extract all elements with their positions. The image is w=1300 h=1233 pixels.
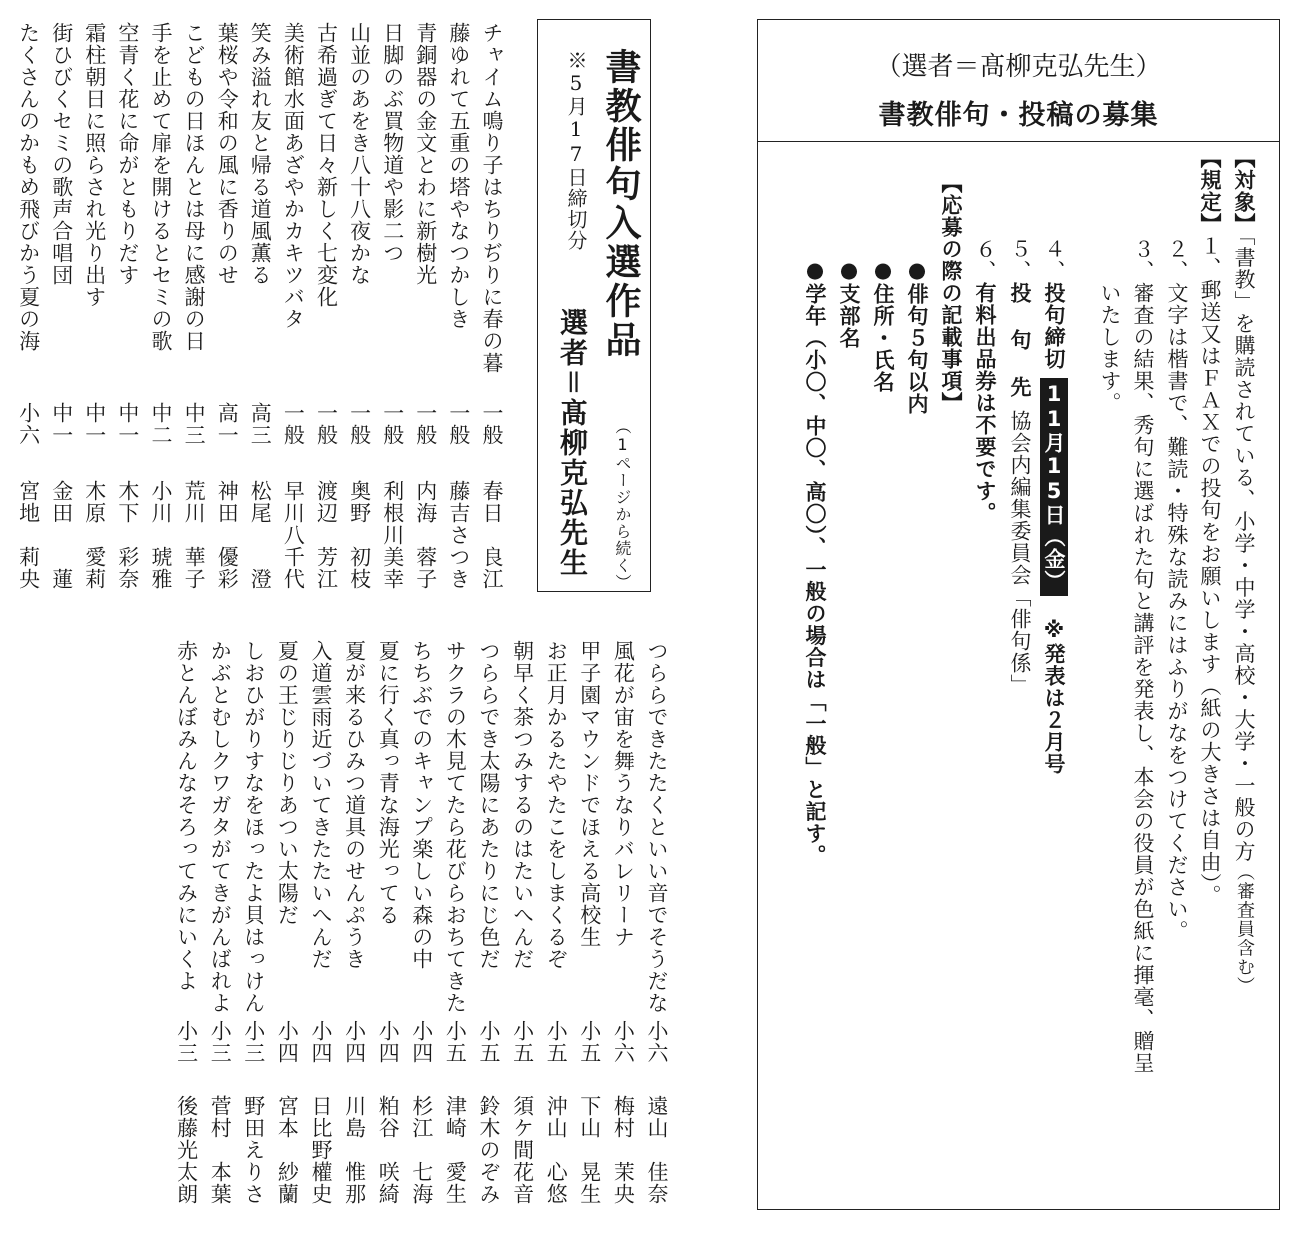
author-name: 松尾 澄 <box>248 480 273 590</box>
grade: 小五 <box>477 1020 501 1064</box>
entry-item: ●俳句５句以内 <box>905 258 929 415</box>
grade: 中三 <box>182 402 207 446</box>
header-title: 書教俳句・投稿の募集 <box>878 100 1159 131</box>
grade: 一般 <box>413 402 438 446</box>
page-title: 書教俳句入選作品 <box>600 48 641 360</box>
grade: 中一 <box>49 402 74 446</box>
haiku-text: 風花が宙を舞うなりバレリーナ <box>611 640 636 948</box>
author-name: 後藤光太朗 <box>174 1095 199 1205</box>
grade: 小五 <box>510 1020 535 1064</box>
entry-label: 【応募の際の記載事項】 <box>939 172 963 414</box>
submission-address: 協会内編集委員会「俳句係」 <box>1008 410 1032 696</box>
rule-6-number: ６、 <box>973 238 997 282</box>
selector-name: 選者＝髙柳克弘先生 <box>556 308 589 578</box>
recruitment-box <box>757 19 1280 1210</box>
haiku-text: サクラの木見てたら花びらおちてきた <box>443 640 468 1014</box>
haiku-text: 笑み溢れ友と帰る道風薫る <box>248 22 273 286</box>
author-name: 奥野 初枝 <box>347 480 372 590</box>
submission-label: 投 句 先 <box>1008 282 1032 398</box>
grade: 小三 <box>174 1020 199 1064</box>
author-name: 鈴木のぞみ <box>477 1095 501 1205</box>
rule-6-text: 有料出品券は不要です。 <box>973 282 997 524</box>
haiku-text: お正月かるたやたこをしまくるぞ <box>544 640 569 970</box>
rule-1-text: 郵送又はＦＡＸでの投句をお願いします（紙の大きさは自由）。 <box>1198 279 1222 907</box>
haiku-text: 美術館水面あざやかカキツバタ <box>281 22 306 330</box>
title-box <box>537 19 651 592</box>
grade: 小六 <box>645 1020 669 1064</box>
author-name: 梅村 茉央 <box>611 1095 636 1205</box>
header-divider <box>758 141 1279 142</box>
author-name: 宮本 紗蘭 <box>275 1095 300 1205</box>
grade: 一般 <box>380 402 405 446</box>
haiku-text: 手を止めて扉を開けるとセミの歌 <box>149 22 173 352</box>
author-name: 荒川 華子 <box>182 480 207 590</box>
author-name: 野田えりさ <box>241 1095 266 1205</box>
header-subtitle: （選者＝髙柳克弘先生） <box>875 52 1162 82</box>
haiku-text: 日脚のぶ買物道や影二つ <box>380 22 405 264</box>
grade: 中二 <box>149 402 173 446</box>
haiku-text: 入道雲雨近づいてきたたいへんだ <box>309 640 333 970</box>
rule-5-number: ５、 <box>1008 238 1032 282</box>
grade: 小五 <box>443 1020 468 1064</box>
author-name: 神田 優彩 <box>215 480 240 590</box>
haiku-text: 葉桜や令和の風に香りのせ <box>215 22 240 286</box>
grade: 高一 <box>215 402 240 446</box>
grade: 小五 <box>577 1020 602 1064</box>
grade: 一般 <box>480 402 504 446</box>
entry-item: ●支部名 <box>837 258 861 349</box>
rule-4 <box>1043 238 1064 775</box>
target-label: 【対象】 <box>1232 147 1256 235</box>
grade: 小四 <box>309 1020 333 1064</box>
deadline-date-badge: 11月15日（金） <box>1040 378 1068 596</box>
rule-4-number: ４、 <box>1042 238 1066 282</box>
haiku-text: 空青く花に命がともりだす <box>115 22 140 286</box>
grade: 高三 <box>248 402 273 446</box>
rule-5 <box>1009 238 1030 696</box>
author-name: 早川八千代 <box>281 480 306 590</box>
grade: 一般 <box>347 402 372 446</box>
grade: 小六 <box>16 402 41 446</box>
deadline-label: 投句締切 <box>1042 282 1066 370</box>
rule-6 <box>974 238 995 524</box>
haiku-text: つららできたたくといい音でそうだな <box>645 640 669 1014</box>
rule-2-number: ２、 <box>1165 238 1189 282</box>
deadline-note: ※5月17日締切分 <box>564 50 588 251</box>
author-name: 粕谷 咲綺 <box>376 1095 401 1205</box>
author-name: 小川 琥雅 <box>149 480 173 590</box>
author-name: 木原 愛莉 <box>82 480 107 590</box>
grade: 小三 <box>241 1020 266 1064</box>
author-name: 内海 蓉子 <box>413 480 438 590</box>
author-name: 杉江 七海 <box>409 1095 434 1205</box>
haiku-text: 甲子園マウンドでほえる高校生 <box>577 640 602 948</box>
grade: 中一 <box>82 402 107 446</box>
announcement-note: ※発表は２月号 <box>1042 618 1066 775</box>
author-name: 利根川美幸 <box>380 480 405 590</box>
author-name: 須ケ間花音 <box>510 1095 535 1205</box>
haiku-text: ちちぶでのキャンプ楽しい森の中 <box>409 640 434 970</box>
target-line <box>1233 147 1254 996</box>
haiku-text: 赤とんぼみんなそろってみにいくよ <box>174 640 199 992</box>
grade: 一般 <box>446 402 471 446</box>
haiku-text: かぶとむしクワガタがてきがんばれよ <box>208 640 233 1014</box>
grade: 小四 <box>275 1020 300 1064</box>
rule-1 <box>1199 147 1220 907</box>
grade: 小五 <box>544 1020 569 1064</box>
grade: 小四 <box>376 1020 401 1064</box>
grade: 小四 <box>342 1020 367 1064</box>
haiku-text: 夏に行く真っ青な海光ってる <box>376 640 401 926</box>
continued-note: （1ページから続く） <box>613 418 632 591</box>
haiku-text: チャイム鳴り子はちりぢりに春の暮 <box>480 22 504 374</box>
target-note: （審査員含む） <box>1234 862 1255 996</box>
rule-2-text: 文字は楷書で、難読・特殊な読みにはふりがなをつけてください。 <box>1165 282 1189 942</box>
author-name: 藤吉さつき <box>446 480 471 590</box>
rule-3-text-continued: いたします。 <box>1098 282 1122 414</box>
rule-2 <box>1166 238 1187 942</box>
author-name: 木下 彩奈 <box>115 480 140 590</box>
author-name: 菅村 本葉 <box>208 1095 233 1205</box>
haiku-text: 古希過ぎて日々新しく七変化 <box>314 22 339 308</box>
rule-3 <box>1132 238 1153 1074</box>
haiku-text: 街ひびくセミの歌声合唱団 <box>49 22 74 286</box>
haiku-text: 夏の王じりじりあつい太陽だ <box>275 640 300 926</box>
author-name: 金田 蓮 <box>49 480 74 590</box>
haiku-text: 朝早く茶つみするのはたいへんだ <box>510 640 535 970</box>
author-name: 津崎 愛生 <box>443 1095 468 1205</box>
author-name: 渡辺 芳江 <box>314 480 339 590</box>
haiku-text: 霜柱朝日に照らされ光り出す <box>82 22 107 308</box>
haiku-text: こどもの日ほんとは母に感謝の日 <box>182 22 207 352</box>
haiku-text: たくさんのかもめ飛びかう夏の海 <box>16 22 41 352</box>
haiku-text: つららでき太陽にあたりにじ色だ <box>477 640 501 970</box>
author-name: 日比野權史 <box>309 1095 333 1205</box>
haiku-text: 夏が来るひみつ道具のせんぷうき <box>342 640 367 970</box>
entry-item: ●住所・氏名 <box>871 258 895 393</box>
author-name: 沖山 心悠 <box>544 1095 569 1205</box>
rule-3-number: ３、 <box>1131 238 1155 282</box>
haiku-text: 山並のあをき八十八夜かな <box>347 22 372 286</box>
author-name: 春日 良江 <box>480 480 504 590</box>
haiku-text: しおひがりすなをほったよ貝はっけん <box>241 640 266 1014</box>
grade: 小三 <box>208 1020 233 1064</box>
rule-1-number: １、 <box>1198 235 1222 279</box>
grade: 一般 <box>281 402 306 446</box>
grade: 小四 <box>409 1020 434 1064</box>
author-name: 下山 晃生 <box>577 1095 602 1205</box>
author-name: 宮地 莉央 <box>16 480 41 590</box>
author-name: 川島 惟那 <box>342 1095 367 1205</box>
haiku-text: 藤ゆれて五重の塔やなつかしき <box>446 22 471 330</box>
rules-label: 【規定】 <box>1198 147 1222 235</box>
entry-item: ●学年（小〇、中〇、高〇）、一般の場合は「一般」と記す。 <box>803 258 827 867</box>
author-name: 遠山 佳奈 <box>645 1095 669 1205</box>
grade: 中一 <box>115 402 140 446</box>
target-text: 「書教」を購読されている、小学・中学・高校・大学・一般の方 <box>1232 235 1256 863</box>
grade: 一般 <box>314 402 339 446</box>
grade: 小六 <box>611 1020 636 1064</box>
haiku-text: 青銅器の金文とわに新樹光 <box>413 22 438 286</box>
rule-3-continued <box>1099 282 1120 414</box>
rule-3-text: 審査の結果、秀句に選ばれた句と講評を発表し、本会の役員が色紙に揮毫、贈呈 <box>1131 282 1155 1074</box>
